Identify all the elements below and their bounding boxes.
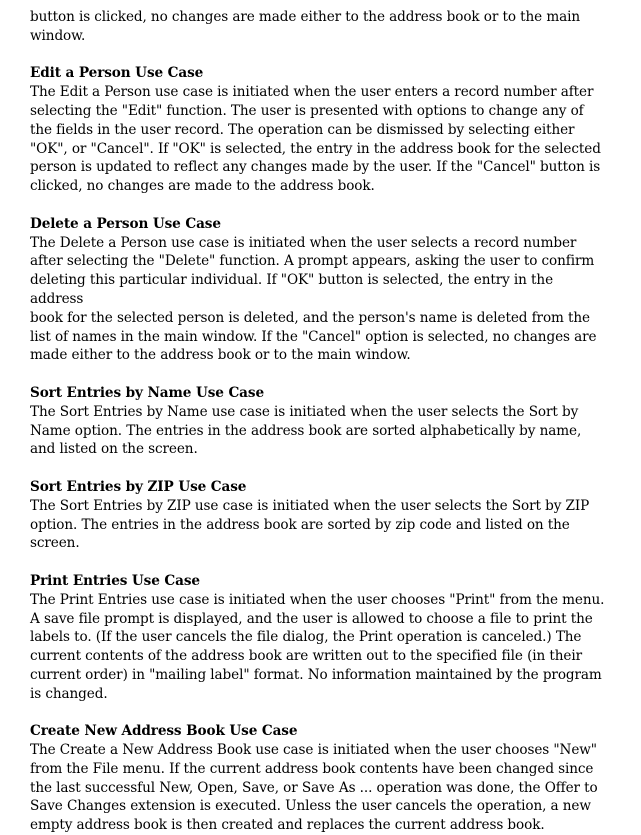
section-print-entries [30, 572, 610, 704]
section-delete-person [30, 215, 610, 365]
section-heading: Create New Address Book Use Case [30, 723, 298, 740]
section-edit-person [30, 64, 610, 196]
section-sort-by-zip [30, 478, 610, 553]
section-body: The Create a New Address Book use case is initiated when the user chooses "New" from the File menu. If the current address book contents have been changed since the last successful New, Open, Save, or Save As ... operation was done, the Offer to Save Changes extension is executed. Unless the user cancels the operation, a new empty address book is then created and replaces the current address book. [30, 742, 598, 834]
section-body: The Sort Entries by Name use case is initiated when the user selects the Sort by Name option. The entries in the address book are sorted alphabetically by name, and listed on the screen. [30, 403, 582, 458]
section-heading: Edit a Person Use Case [30, 65, 204, 82]
section-heading: Sort Entries by Name Use Case [30, 384, 264, 401]
section-body: The Sort Entries by ZIP use case is initiated when the user selects the Sort by ZIP option. The entries in the address book are sorted by zip code and listed on the screen. [30, 497, 590, 552]
section-body: The Delete a Person use case is initiated when the user selects a record number after selecting the "Delete" function. A prompt appears, asking the user to confirm deleting this particular individual. If "OK" button is selected, the entry in the address book for the selected person is deleted, and the person's name is deleted from the list of names in the main window. If the "Cancel" option is selected, no changes are made either to the address book or to the main window. [30, 234, 597, 364]
section-body: The Edit a Person use case is initiated when the user enters a record number after selecting the "Edit" function. The user is presented with options to change any of the fields in the user record. The operation can be dismissed by selecting either "OK", or "Cancel". If "OK" is selected, the entry in the address book for the selected person is updated to reflect any changes made by the user. If the "Cancel" button is clicked, no changes are made to the address book. [30, 84, 601, 195]
section-heading: Delete a Person Use Case [30, 215, 221, 232]
section-create-new-address-book [30, 722, 610, 835]
section-body: The Print Entries use case is initiated when the user chooses "Print" from the menu. A save file prompt is displayed, and the user is allowed to choose a file to print the labels to. (If the user cancels the file dialog, the Print operation is canceled.) The current contents of the address book are written out to the specified file (in their current order) in "mailing label" format. No information maintained by the program is changed. [30, 591, 605, 702]
intro-paragraph: button is clicked, no changes are made either to the address book or to the main window. [30, 9, 581, 44]
section-heading: Print Entries Use Case [30, 572, 200, 589]
section-sort-by-name [30, 384, 610, 459]
section-heading: Sort Entries by ZIP Use Case [30, 478, 247, 495]
